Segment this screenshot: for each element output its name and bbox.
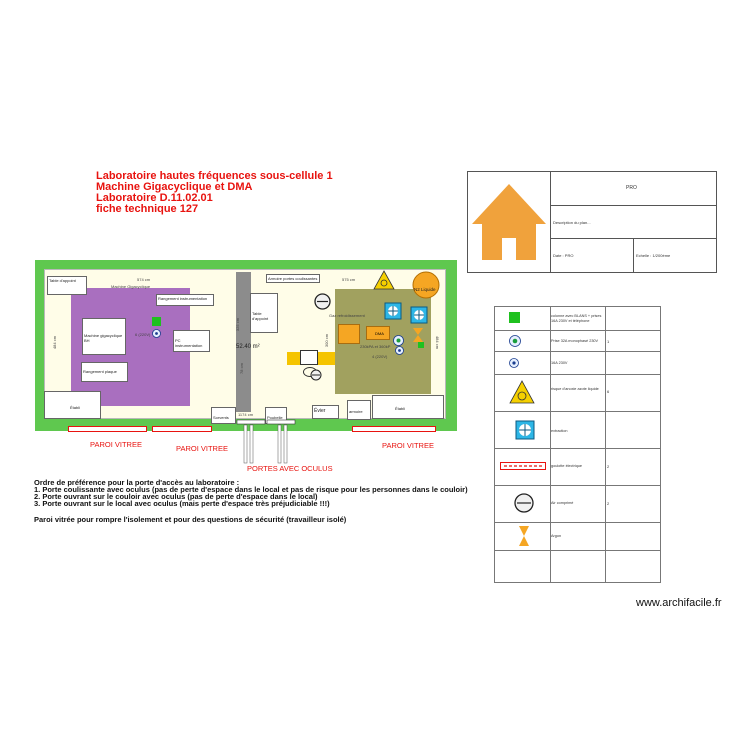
- glass-wall-left: [68, 426, 147, 432]
- house-icon: [468, 172, 550, 272]
- glass-label-left: PAROI VITREE: [90, 440, 142, 449]
- gaz-refroidissement-label: Gaz refroidissement: [329, 313, 365, 318]
- legend-row: [495, 449, 660, 486]
- cartouche-date: Date : PRO: [553, 253, 574, 258]
- dim-bottom-left: 1174 cm: [238, 412, 254, 417]
- house-logo: [468, 172, 551, 272]
- legend-count: 2: [607, 464, 610, 469]
- glass-wall-right: [352, 426, 436, 432]
- rangement-plaque-label: Rangement plaque: [83, 369, 117, 374]
- notes-item-2: 2. Porte ouvrant sur le couloir avec oculus (pas de perte d'espace dans le local): [34, 492, 318, 501]
- glass-label-middle: PAROI VITREE: [176, 444, 228, 453]
- notes-item-1: 1. Porte coulissante avec oculus (pas de perte d'espace dans le local et pas de risque pour les personnes dans le couloir): [34, 485, 468, 494]
- compressed-air-icon: [314, 293, 331, 310]
- title-line-1: Laboratoire hautes fréquences sous-cellule 1: [96, 170, 333, 182]
- legend-row: [495, 352, 660, 375]
- footer-website[interactable]: www.archifacile.fr: [636, 597, 722, 609]
- extraction-icon: [384, 302, 402, 320]
- armoire-produits: [266, 274, 320, 283]
- etabli-left-label: Établi: [70, 405, 81, 410]
- cartouche-divider: [633, 239, 634, 272]
- double-door-icon: [236, 419, 298, 465]
- legend-text: Prise 32A monophasé 230V: [551, 339, 599, 343]
- notes-heading: Ordre de préférence pour la porte d'accès au laboratoire :: [34, 478, 240, 487]
- dim-top-left: 574 cm: [137, 277, 151, 282]
- glass-label-right: PAROI VITREE: [382, 441, 434, 450]
- table-dappoint-mid-label: Table d'appoint: [252, 311, 269, 321]
- title-block: [467, 171, 717, 273]
- central-pillar: [236, 272, 251, 412]
- extraction-icon-b: [410, 306, 428, 324]
- scurants-label: Sorvents: [213, 415, 229, 420]
- dma-equipment: [366, 326, 390, 340]
- socket-16a-icon: [152, 329, 161, 338]
- legend-row: [495, 486, 660, 523]
- legend-row: [495, 331, 660, 352]
- cartouche-bottom-cell: [551, 239, 716, 272]
- compressed-air-icon-b: [310, 369, 322, 381]
- dma-equipment-left: [338, 324, 360, 344]
- armoire-label: armoire: [349, 409, 363, 414]
- area-label: 52.40 m²: [236, 344, 260, 350]
- legend-text: risque d'anoxie azote liquide: [551, 387, 599, 391]
- legend-text: goulotte électrique: [551, 464, 583, 468]
- dim-mid: 300 cm: [324, 333, 330, 348]
- legend-text: 16A 230V: [551, 361, 568, 365]
- extraction-icon: [515, 420, 535, 440]
- title-line-2: Machine Gigacyclique et DMA: [96, 181, 253, 193]
- notes-item-3: 3. Porte ouvrant sur le local avec oculus (mais perte d'espace très préjudiciable !!!): [34, 499, 330, 508]
- table-dappoint-mid: [250, 293, 278, 333]
- legend-table: [494, 306, 661, 583]
- compressed-air-icon: [514, 493, 534, 513]
- poubelle-label: Poubelle: [267, 415, 283, 420]
- dim-pillar-b: 78 cm: [238, 363, 244, 374]
- legend-row: [495, 307, 660, 331]
- argon-icon: [413, 328, 423, 342]
- n2-liquide-label: N2 Liquide: [414, 287, 436, 292]
- etabli-right-label: Établi: [395, 406, 406, 411]
- legend-row: [495, 412, 660, 449]
- legend-row-empty: [495, 551, 660, 582]
- title-line-4: fiche technique 127: [96, 203, 199, 215]
- rangement-instrumentation: [156, 294, 214, 306]
- prise-4-label: 4 (220V): [372, 354, 388, 359]
- pc-instrumentation: [173, 330, 210, 352]
- doors-label: PORTES AVEC OCULUS: [247, 464, 333, 473]
- dim-top-right: 575 cm: [342, 277, 356, 282]
- dim-right: 484 cm: [435, 335, 441, 350]
- cartouche-title-cell: [551, 172, 716, 206]
- legend-text: Air comprimé: [551, 501, 574, 505]
- scurants-box: [211, 407, 236, 424]
- cartouche-title: PRO: [626, 185, 637, 191]
- green-column-icon: [152, 317, 161, 326]
- n2-liquide-tank: [412, 271, 440, 299]
- etabli-right: [372, 395, 444, 419]
- rangement-plaque: [81, 362, 128, 382]
- dma-label: DMA: [375, 331, 384, 336]
- dim-pillar: 325 cm: [235, 317, 241, 332]
- argon-icon: [519, 526, 529, 546]
- machine-gigacyclique-bh: [82, 318, 126, 355]
- evier-box: [312, 405, 339, 419]
- dim-left: 484 cm: [52, 335, 58, 350]
- evier-label: Évier: [314, 408, 326, 414]
- power-socket-16a-icon: [509, 358, 519, 368]
- legend-count: 6: [607, 389, 610, 394]
- rangement-instrumentation-label: Rangement instrumentation: [158, 296, 208, 301]
- legend-count: 2: [607, 501, 610, 506]
- computer-station: [300, 350, 318, 365]
- socket-32a-icon: [393, 335, 404, 346]
- green-square-icon: [509, 312, 520, 323]
- etabli-left: [44, 391, 101, 419]
- legend-count: 1: [607, 339, 610, 344]
- legend-text: extraction: [551, 429, 568, 433]
- anoxia-hazard-icon: [373, 270, 395, 290]
- prise-6-label: 6 (220V): [135, 332, 151, 337]
- legend-text: Argon: [551, 534, 562, 538]
- machine-gigacyclique-bh-label: Machine gigacyclique BH: [84, 333, 123, 343]
- machine-gigacyclique-label: Machine Gigacyclique: [111, 284, 151, 289]
- table-dappoint-left: [47, 276, 87, 295]
- glass-wall-middle: [152, 426, 212, 432]
- socket-16a-icon-b: [395, 346, 404, 355]
- prise-230-label: 230kPA et 360kP: [360, 344, 391, 349]
- power-socket-32a-icon: [509, 335, 521, 347]
- table-dappoint-left-label: Table d'appoint: [49, 278, 76, 283]
- cartouche-description-cell: [551, 206, 716, 239]
- armoire-produits-label: Armoire portes coulissantes: [268, 276, 318, 281]
- notes-glass: Paroi vitrée pour rompre l'isolement et pour des questions de sécurité (travailleur isolé): [34, 515, 347, 524]
- armoire-box: [347, 400, 371, 420]
- anoxia-hazard-icon: [509, 380, 535, 404]
- cartouche-description: Description du plan...: [553, 220, 591, 225]
- green-column-icon-b: [418, 342, 424, 348]
- legend-text: colonne avec BLANS + prises 16A 230V et téléphone: [551, 314, 602, 323]
- pc-instrumentation-label: PC instrumentation: [175, 338, 203, 348]
- electric-strip-icon: [500, 462, 546, 470]
- cartouche-scale: Echelle : 1/200ème: [636, 253, 671, 258]
- legend-row: [495, 523, 660, 551]
- title-line-3: Laboratoire D.11.02.01: [96, 192, 213, 204]
- legend-row: [495, 375, 660, 412]
